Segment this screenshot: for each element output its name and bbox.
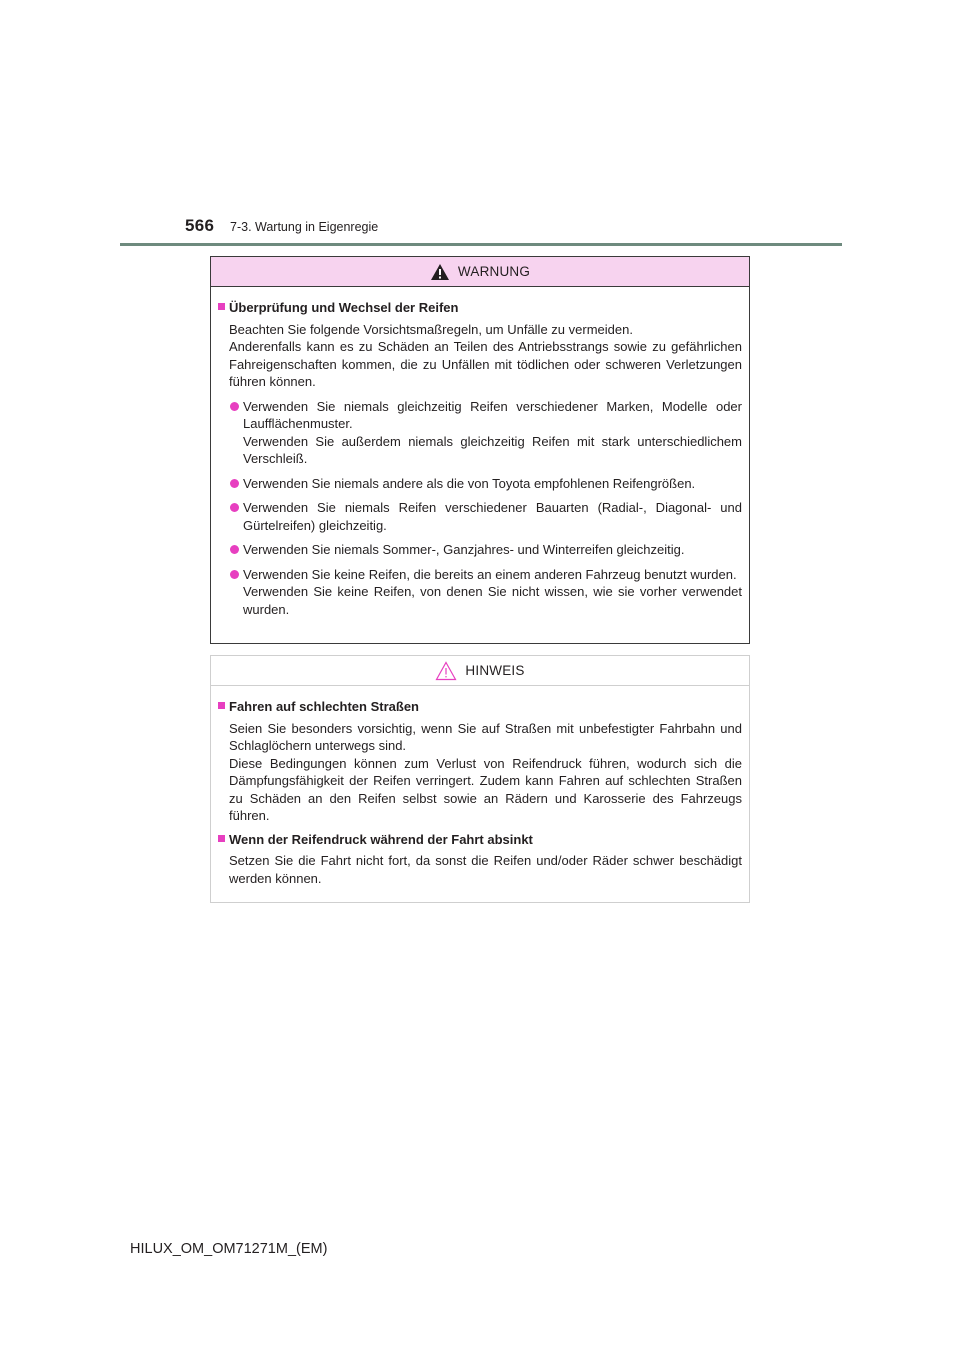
square-bullet-icon [218, 835, 225, 842]
warning-box [210, 256, 750, 644]
notice-line: Diese Bedingungen können zum Verlust von Reifendruck führen, wodurch sich die Dämpfungsfähigkeit der Reifen verringert. Zudem kann Fahren auf schlechten Straßen zu Schäden an den Reifen selbst sowie an Rädern und Karosserie des Fahrzeugs führen. [229, 755, 742, 823]
list-item [218, 566, 742, 619]
list-item-text: Verwenden Sie niemals Sommer-, Ganzjahres- und Winterreifen gleichzeitig. [243, 542, 685, 557]
circle-bullet-icon [230, 545, 239, 554]
circle-bullet-icon [230, 570, 239, 579]
warning-intro-line: Beachten Sie folgende Vorsichtsmaßregeln, um Unfälle zu vermeiden. [229, 321, 633, 337]
notice-heading [218, 831, 742, 849]
list-item [218, 541, 742, 559]
list-item-text: Verwenden Sie niemals andere als die von Toyota empfohlenen Reifengrößen. [243, 475, 696, 491]
warning-intro [218, 321, 742, 391]
square-bullet-icon [218, 702, 225, 709]
circle-bullet-icon [230, 479, 239, 488]
list-item-text: Verwenden Sie niemals Reifen verschiedener Bauarten (Radial-, Diagonal- und Gürtelreifen) gleichzeitig. [243, 500, 742, 533]
notice-heading [218, 698, 742, 716]
list-item-text: Verwenden Sie keine Reifen, die bereits an einem anderen Fahrzeug benutzt wurden. [243, 566, 737, 582]
warning-triangle-icon [430, 263, 450, 281]
warning-body [211, 287, 749, 618]
notice-title: HINWEIS [465, 662, 525, 678]
list-item-text: Verwenden Sie niemals gleichzeitig Reifen verschiedener Marken, Modelle oder Laufflächenmuster. [243, 398, 742, 431]
circle-bullet-icon [230, 503, 239, 512]
square-bullet-icon [218, 303, 225, 310]
list-item [218, 398, 742, 468]
warning-heading-text: Überprüfung und Wechsel der Reifen [229, 300, 459, 315]
notice-paragraph [218, 852, 742, 887]
notice-heading-text: Fahren auf schlechten Straßen [229, 699, 419, 714]
warning-title: WARNUNG [457, 263, 531, 279]
notice-heading-text: Wenn der Reifendruck während der Fahrt absinkt [229, 831, 533, 847]
warning-intro-line: Anderenfalls kann es zu Schäden an Teilen des Antriebsstrangs sowie zu gefährlichen Fahreigenschaften kommen, die zu Unfällen mit tödlichen oder schweren Verletzungen führen können. [229, 339, 742, 389]
footer-document-code: HILUX_OM_OM71271M_(EM) [130, 1241, 328, 1257]
notice-line: Seien Sie besonders vorsichtig, wenn Sie auf Straßen mit unbefestigter Fahrbahn und Schlaglöchern unterwegs sind. [229, 720, 742, 753]
notice-header [211, 656, 749, 686]
list-item-text: Verwenden Sie außerdem niemals gleichzeitig Reifen mit stark unterschiedlichem Verschleiß. [243, 433, 742, 466]
header-divider [120, 243, 842, 246]
list-item [218, 475, 742, 493]
caution-triangle-outline-icon [435, 661, 457, 681]
list-item [218, 499, 742, 534]
circle-bullet-icon [230, 402, 239, 411]
section-title: 7-3. Wartung in Eigenregie [230, 220, 379, 234]
notice-paragraph [218, 720, 742, 825]
warning-header [211, 257, 749, 287]
notice-body [211, 686, 749, 887]
notice-box [210, 655, 750, 903]
page-number: 566 [185, 216, 215, 235]
notice-line: Setzen Sie die Fahrt nicht fort, da sonst die Reifen und/oder Räder schwer beschädigt werden können. [229, 853, 742, 886]
warning-heading [218, 299, 742, 317]
list-item-text: Verwenden Sie keine Reifen, von denen Sie nicht wissen, wie sie vorher verwendet wurden. [243, 584, 742, 617]
